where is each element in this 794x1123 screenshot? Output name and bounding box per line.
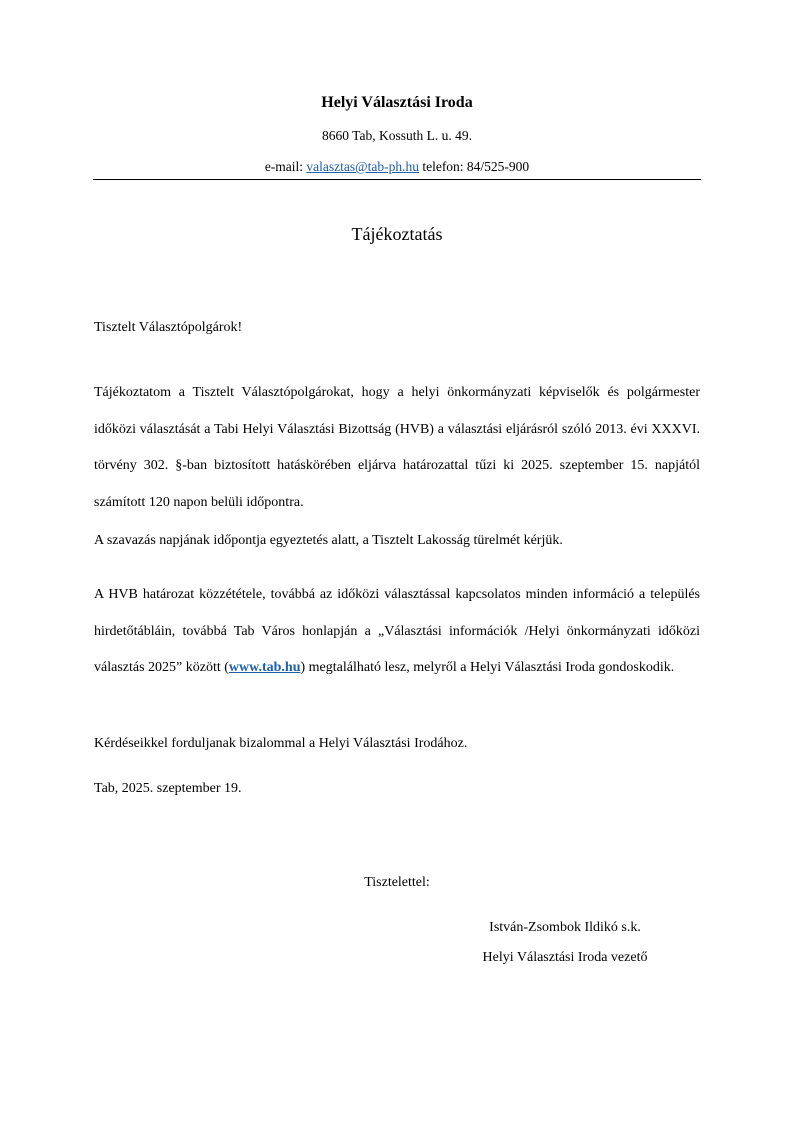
date-line: Tab, 2025. szeptember 19. xyxy=(94,781,242,796)
paragraph-4: Kérdéseikkel forduljanak bizalommal a Helyi Választási Irodához. xyxy=(94,736,468,751)
salutation: Tisztelt Választópolgárok! xyxy=(94,320,243,335)
paragraph-3 xyxy=(94,577,700,687)
paragraph-3-text-before: A HVB határozat közzététele, továbbá az időközi választással kapcsolatos minden információ a település hirdetőtábláin, továbbá Tab Város honlapján a „Választási információk /Helyi önkormányzati időközi választás 2025” között ( xyxy=(94,587,700,675)
paragraph-3-text-after: ) megtalálható lesz, melyről a Helyi Választási Iroda gondoskodik. xyxy=(300,660,675,675)
document-title: Tájékoztatás xyxy=(351,224,443,244)
contact-line xyxy=(0,159,794,175)
signatory-name: István-Zsombok Ildikó s.k. xyxy=(489,920,641,935)
office-address: 8660 Tab, Kossuth L. u. 49. xyxy=(322,128,472,143)
paragraph-1: Tájékoztatom a Tisztelt Választópolgárokat, hogy a helyi önkormányzati képviselők és polgármester időközi választását a Tabi Helyi Választási Bizottság (HVB) a választási eljárásról szóló 2013. évi XXXVI. törvény 302. §-ban biztosított hatáskörében eljárva határozattal tűzi ki 2025. szeptember 15. napjától számított 120 napon belüli időpontra. xyxy=(94,385,700,510)
signatory-role: Helyi Választási Iroda vezető xyxy=(482,950,648,965)
paragraph-2: A szavazás napjának időpontja egyeztetés alatt, a Tisztelt Lakosság türelmét kérjük. xyxy=(94,533,563,548)
email-link[interactable]: valasztas@tab-ph.hu xyxy=(306,159,419,174)
website-link[interactable]: www.tab.hu xyxy=(228,660,301,675)
header-divider xyxy=(93,179,701,180)
email-label: e-mail: xyxy=(264,159,307,174)
office-name: Helyi Választási Iroda xyxy=(321,94,473,111)
closing-greeting: Tisztelettel: xyxy=(364,875,430,890)
phone-text: telefon: 84/525-900 xyxy=(418,159,530,174)
